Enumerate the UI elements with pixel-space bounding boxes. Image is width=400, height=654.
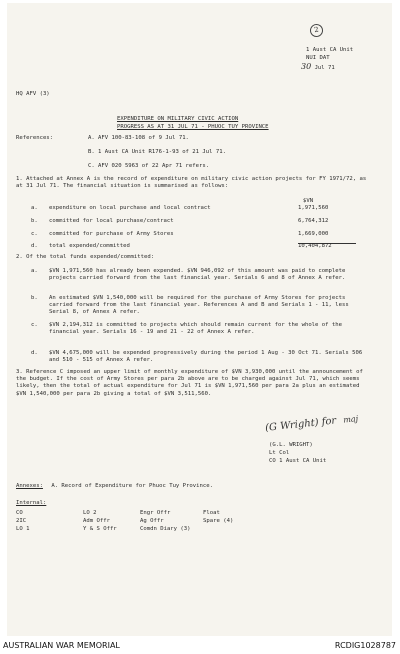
header-location: NUI DAT xyxy=(306,55,330,61)
distribution-item: LO 1 xyxy=(16,526,30,532)
distribution-item: 2IC xyxy=(16,518,27,524)
distribution-item: Engr Offr xyxy=(140,510,171,516)
currency-header: $VN xyxy=(303,198,314,204)
addressee: HQ AFV (3) xyxy=(16,91,50,97)
distribution-item: Float xyxy=(203,510,220,516)
footer-record-id: RCDIG1028787 xyxy=(334,641,396,650)
distribution-item: LO 2 xyxy=(83,510,97,516)
signatory-name: (G.L. WRIGHT) xyxy=(269,442,313,448)
annexes-label: Annexes: xyxy=(16,483,43,489)
annexes-text: A. Record of Expenditure for Phuoc Tuy Province. xyxy=(51,483,213,489)
paragraph-3: 3. Reference C imposed an upper limit of monthly expenditure of $VN 3,930,000 until the announcement of the budget. If the cost of Army Stores per para 2b above are to be charged against Jul 71, which seems likely, then the total of actual expenditure for Jul 71 is $VN 1,971,560 per para 2a plus an estimated $VN 1,540,000 per para 2b giving a total of $VN 3,511,560. xyxy=(16,369,363,397)
paragraph-2: 2. Of the total funds expended/committed: xyxy=(16,254,155,260)
signature: (G Wright) for maj xyxy=(264,414,359,434)
title-line-1: EXPENDITURE ON MILITARY CIVIC ACTION xyxy=(117,116,239,122)
annexes xyxy=(16,483,213,490)
footer-source: AUSTRALIAN WAR MEMORIAL xyxy=(3,641,120,650)
header-date-day: 30 xyxy=(301,62,312,71)
references-label: References: xyxy=(16,135,54,141)
signatory-appointment: CO 1 Aust CA Unit xyxy=(269,458,327,464)
internal-label: Internal: xyxy=(16,500,47,506)
distribution-item: Y & S Offr xyxy=(83,526,117,532)
distribution-item: Comdn Diary (3) xyxy=(140,526,191,532)
header-date xyxy=(301,63,335,72)
distribution-item: Spare (4) xyxy=(203,518,234,524)
distribution-item: Adm Offr xyxy=(83,518,110,524)
title-line-2: PROGRESS AS AT 31 JUL 71 - PHUOC TUY PROVINCE xyxy=(117,124,269,130)
paragraph-1: 1. Attached at Annex A is the record of expenditure on military civic action projects for FY 1971/72, as at 31 Jul 71. The financial situation is summarised as follows: xyxy=(16,176,367,190)
document-page: 2 1 Aust CA Unit NUI DAT 30 Jul 71 HQ AFV (3) EXPENDITURE ON MILITARY CIVIC ACTION PROGRESS AS AT 31 JUL 71 - PHUOC TUY PROVINCE References: A. AFV 100-83-108 of 9 Jul 71. B. 1 Aust CA Unit R176-1-93 of 21 Jul 71. C. AFV 020 5963 of 22 Apr 71 refers. 1. Attached at Annex A is the record of expenditure on military civic action projects for FY 1971/72, as at 31 Jul 71. The financial situation is summarised as follows: $VN a. expenditure on local purchase and local contract 1,971,560 b. committed for local purchase/contract 6,764,312 c. committed for purchase of Army Stores 1,669,000 d. total expended/committed 10,404,872 2. Of the total funds expended/committed: a. $VN 1,971,560 has already been expended. $VN 946,092 of this amount was paid to complete projects carried forward from the last financial year. Serials 6 and 8 of Annex A refer. b. An estimated $VN 1,540,000 will be required for the purchase of Army Stores for projects carried forward from the last financial year. References A and B and Serials 1 - 11, less Serial 8, of Annex A refer. c. $VN 2,194,312 is committed to projects which should remain current for the whole of the financial year. Serials 16 - 19 and 21 - 22 of Annex A refer. d. $VN 4,675,000 will be expended progressively during the period 1 Aug - 30 Oct 71. Serials 506 and 510 - 515 of Annex A refer. 3. Reference C imposed an upper limit of monthly expenditure of $VN 3,930,000 until the announcement of the budget. If the cost of Army Stores per para 2b above are to be charged against Jul 71, which seems likely, then the total of actual expenditure for Jul 71 is $VN 1,971,560 per para 2a plus an estimated $VN 1,540,000 per para 2b giving a total of $VN 3,511,560. (G Wright) for maj (G.L. WRIGHT) Lt Col CO 1 Aust CA Unit Annexes: A. Record of Expenditure for Phuoc Tuy Province. Internal: CO 2IC LO 1 LO 2 Adm Offr Y & S Offr Engr Offr Ag Offr Comdn Diary (3) Float Spare (4) xyxy=(7,3,392,636)
header-date-rest: Jul 71 xyxy=(314,65,335,71)
folio-number: 2 xyxy=(309,23,324,38)
signatory-rank: Lt Col xyxy=(269,450,290,456)
header-unit: 1 Aust CA Unit xyxy=(306,47,354,53)
distribution-item: CO xyxy=(16,510,23,516)
distribution-item: Ag Offr xyxy=(140,518,164,524)
archive-footer xyxy=(0,637,400,654)
